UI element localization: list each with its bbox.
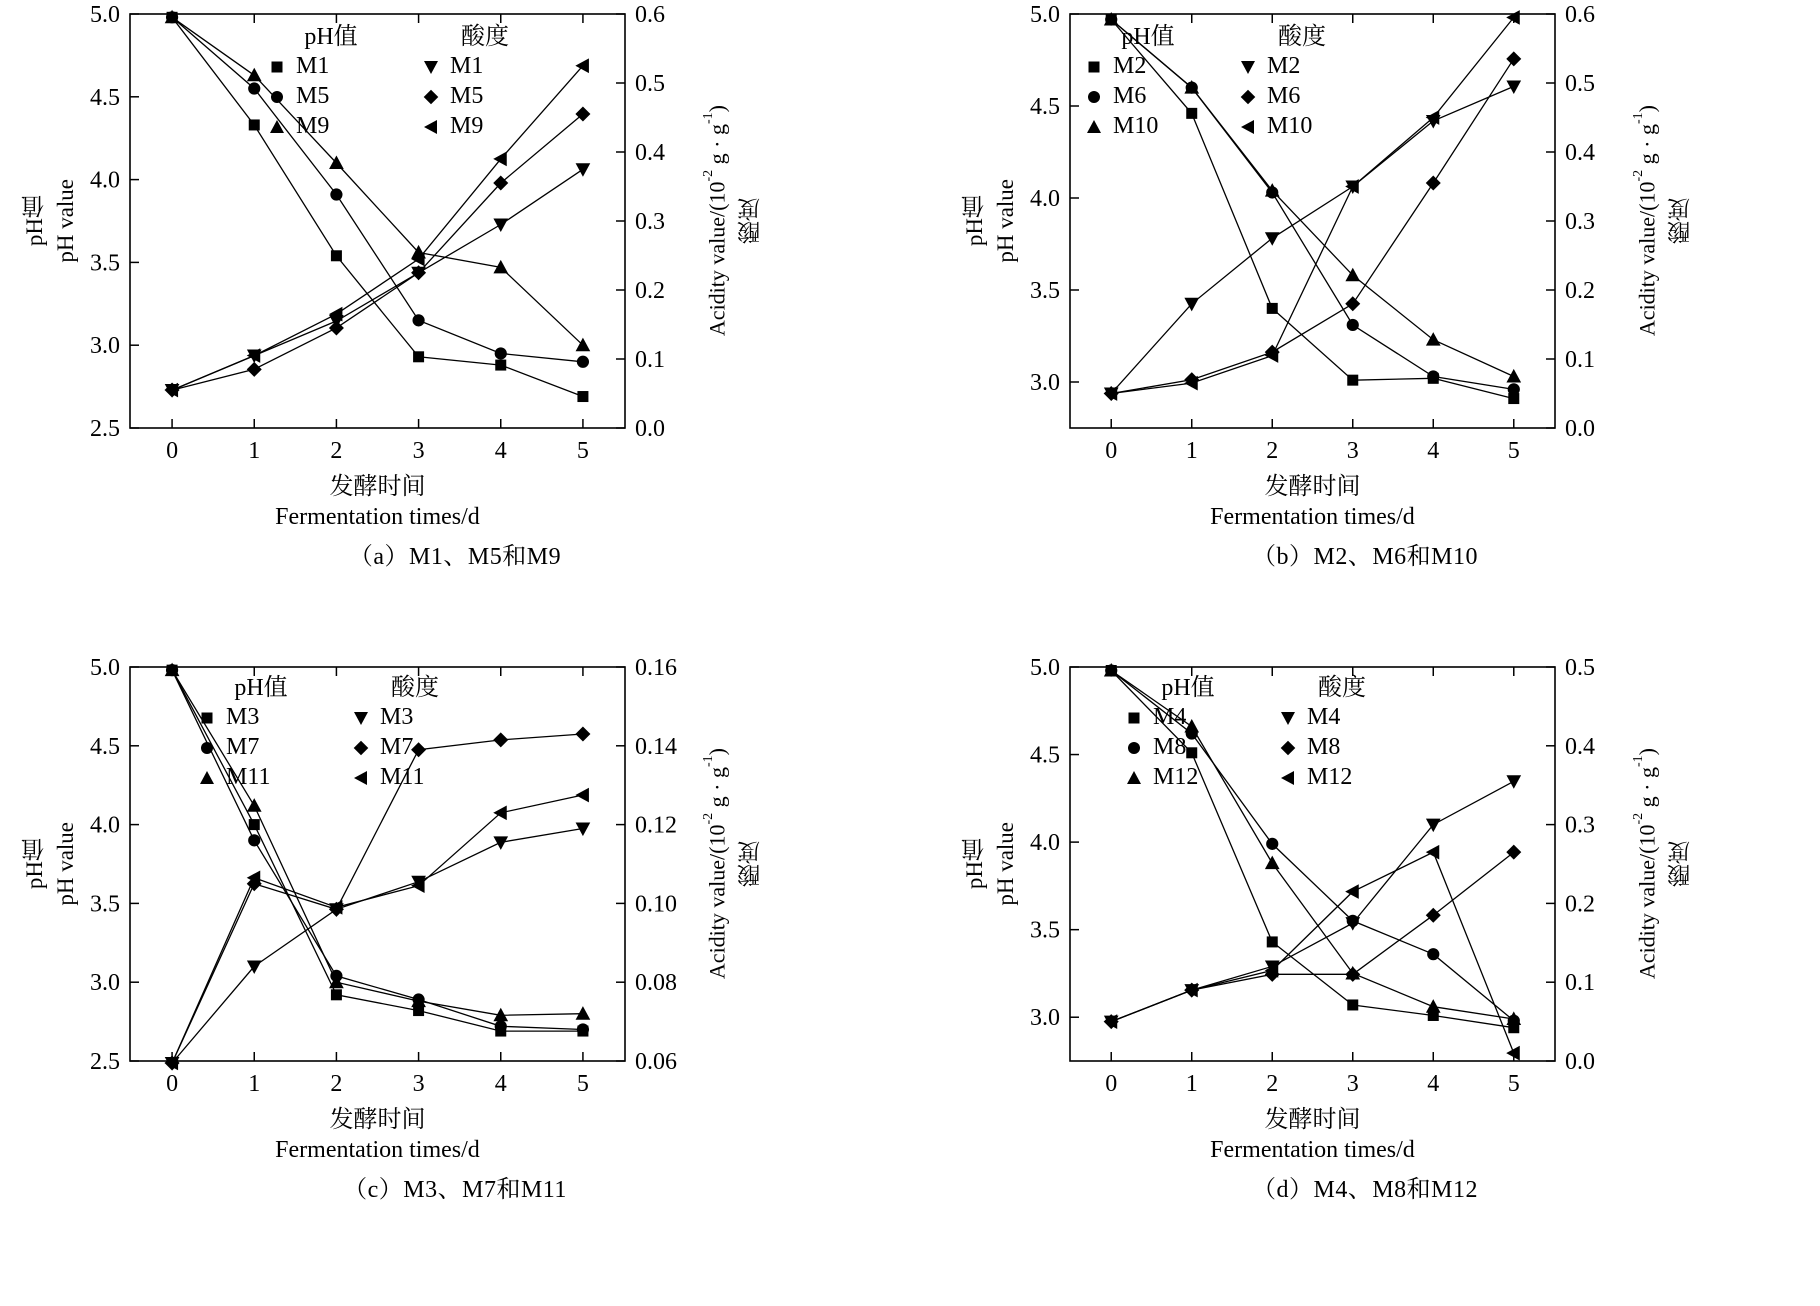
panel-caption: （a）M1、M5和M9 — [348, 544, 562, 570]
svg-text:0.2: 0.2 — [635, 278, 665, 304]
marker-triangle-down-icon — [352, 709, 370, 727]
svg-text:4.0: 4.0 — [90, 812, 120, 839]
svg-text:4.0: 4.0 — [90, 167, 120, 194]
legend-label: M6 — [1113, 83, 1147, 109]
marker-diamond-icon — [422, 88, 440, 106]
legend-label: M3 — [380, 704, 414, 730]
panel-d — [910, 653, 1820, 1306]
svg-text:0.06: 0.06 — [635, 1049, 677, 1075]
svg-text:4: 4 — [1427, 438, 1440, 464]
panel-caption: （d）M4、M8和M12 — [1251, 1177, 1479, 1203]
x-axis-label-en: Fermentation times/d — [1210, 1137, 1415, 1163]
svg-text:0.3: 0.3 — [1565, 209, 1595, 235]
y-axis-right-label-cn: 酸度 — [738, 841, 764, 887]
x-axis-label-cn: 发酵时间 — [329, 1107, 426, 1133]
legend-title-ph: pH值 — [1121, 24, 1175, 50]
svg-text:0.3: 0.3 — [635, 209, 665, 235]
svg-text:5.0: 5.0 — [1030, 655, 1060, 681]
svg-text:4.5: 4.5 — [1030, 94, 1060, 120]
y-axis-right-label-en: Acidity value/($10^{-2}$ $g \cdot g^{-1}$) — [701, 105, 730, 337]
svg-text:3.5: 3.5 — [90, 891, 120, 918]
legend-label: M2 — [1113, 53, 1147, 79]
marker-triangle-up-icon — [198, 769, 216, 787]
y-axis-label-en: pH value — [53, 822, 78, 906]
marker-circle-icon — [1085, 88, 1103, 106]
svg-text:5: 5 — [1507, 438, 1520, 464]
marker-diamond-icon — [1279, 739, 1297, 757]
y-axis-label-cn: pH值 — [962, 838, 987, 890]
legend-item-M9-acidity — [422, 113, 540, 140]
svg-text:0.5: 0.5 — [635, 71, 665, 97]
svg-text:3.0: 3.0 — [1030, 1005, 1060, 1032]
legend-item-M11-ph — [198, 764, 316, 791]
svg-text:4.0: 4.0 — [1030, 186, 1060, 212]
y-axis-right-label-cn: 酸度 — [1668, 841, 1694, 887]
svg-text:0.6: 0.6 — [1565, 2, 1595, 28]
svg-text:0.1: 0.1 — [635, 347, 665, 373]
legend-title-acidity: 酸度 — [391, 675, 439, 701]
legend-title-ph: pH值 — [1161, 675, 1215, 701]
legend-item-M9-ph — [268, 113, 386, 140]
y-axis-label-en: pH value — [993, 822, 1018, 906]
marker-triangle-left-icon — [1239, 118, 1257, 136]
legend-label: M5 — [296, 83, 330, 109]
svg-text:0.0: 0.0 — [635, 416, 665, 442]
legend-label: M4 — [1153, 704, 1187, 730]
svg-text:0.1: 0.1 — [1565, 347, 1595, 373]
svg-text:1: 1 — [248, 1071, 261, 1097]
legend — [1085, 16, 1361, 143]
legend-item-M12-ph — [1125, 764, 1243, 791]
svg-text:0.0: 0.0 — [1565, 1049, 1595, 1075]
svg-text:3: 3 — [1346, 1071, 1359, 1097]
legend-label: M9 — [450, 113, 484, 139]
legend-item-M1-acidity — [422, 53, 540, 80]
panel-caption: （b）M2、M6和M10 — [1251, 544, 1479, 570]
svg-text:0.2: 0.2 — [1565, 278, 1595, 304]
svg-text:0.1: 0.1 — [1565, 970, 1595, 997]
legend-label: M11 — [380, 764, 425, 790]
y-axis-label-cn: pH值 — [962, 195, 987, 247]
marker-triangle-left-icon — [352, 769, 370, 787]
legend-label: M12 — [1307, 764, 1353, 790]
x-axis-label-cn: 发酵时间 — [1264, 1107, 1361, 1133]
marker-triangle-down-icon — [1239, 58, 1257, 76]
svg-text:5: 5 — [576, 1071, 589, 1097]
legend-item-M1-ph — [268, 53, 386, 80]
y-axis-label-cn: pH值 — [22, 195, 47, 247]
legend-title-acidity: 酸度 — [461, 24, 509, 50]
y-axis-right-label-en: Acidity value/($10^{-2}$ $g \cdot g^{-1}$) — [1631, 105, 1660, 337]
y-axis-right-label-cn: 酸度 — [1668, 198, 1694, 244]
legend-item-M3-ph — [198, 704, 316, 731]
svg-text:4.5: 4.5 — [1030, 742, 1060, 769]
svg-text:0.2: 0.2 — [1565, 891, 1595, 918]
svg-text:0.4: 0.4 — [635, 140, 665, 166]
svg-text:0.0: 0.0 — [1565, 416, 1595, 442]
svg-text:0.5: 0.5 — [1565, 71, 1595, 97]
svg-text:0: 0 — [1105, 438, 1118, 464]
y-axis-right-label-en: Acidity value/($10^{-2}$ $g \cdot g^{-1}$) — [1631, 748, 1660, 980]
svg-text:3: 3 — [412, 1071, 425, 1097]
svg-text:1: 1 — [248, 438, 261, 464]
svg-text:0: 0 — [166, 438, 179, 464]
marker-square-icon — [1085, 58, 1103, 76]
legend-label: M8 — [1307, 734, 1341, 760]
y-axis-label-en: pH value — [53, 179, 78, 263]
x-axis-label-en: Fermentation times/d — [275, 1137, 480, 1163]
svg-text:3.0: 3.0 — [90, 970, 120, 997]
svg-text:3.0: 3.0 — [1030, 370, 1060, 396]
legend-item-M8-ph — [1125, 734, 1243, 761]
marker-triangle-up-icon — [268, 118, 286, 136]
marker-circle-icon — [268, 88, 286, 106]
svg-text:0.12: 0.12 — [635, 812, 677, 839]
marker-square-icon — [198, 709, 216, 727]
legend-label: M5 — [450, 83, 484, 109]
svg-text:5.0: 5.0 — [90, 655, 120, 681]
y-axis-right-label-cn: 酸度 — [738, 198, 764, 244]
legend-title-acidity: 酸度 — [1318, 675, 1366, 701]
marker-diamond-icon — [352, 739, 370, 757]
legend — [268, 16, 544, 143]
legend-item-M8-acidity — [1279, 734, 1397, 761]
svg-text:4: 4 — [494, 438, 507, 464]
svg-text:2: 2 — [330, 438, 343, 464]
svg-text:0.4: 0.4 — [1565, 733, 1595, 760]
legend-item-M4-acidity — [1279, 704, 1397, 731]
legend-label: M11 — [226, 764, 271, 790]
legend-item-M2-acidity — [1239, 53, 1357, 80]
svg-text:1: 1 — [1185, 438, 1198, 464]
x-axis-label-en: Fermentation times/d — [275, 504, 480, 530]
legend-label: M4 — [1307, 704, 1341, 730]
legend-label: M7 — [380, 734, 414, 760]
svg-text:5: 5 — [1507, 1071, 1520, 1097]
legend-item-M5-ph — [268, 83, 386, 110]
legend-item-M10-ph — [1085, 113, 1203, 140]
svg-text:3.5: 3.5 — [90, 250, 120, 277]
svg-text:3.5: 3.5 — [1030, 278, 1060, 304]
legend-title-ph: pH值 — [304, 24, 358, 50]
svg-text:4.5: 4.5 — [90, 733, 120, 760]
legend-item-M6-acidity — [1239, 83, 1357, 110]
legend-label: M1 — [450, 53, 484, 79]
legend-label: M12 — [1153, 764, 1199, 790]
svg-text:0.10: 0.10 — [635, 891, 677, 918]
svg-text:3.0: 3.0 — [90, 333, 120, 360]
svg-text:0.6: 0.6 — [635, 2, 665, 28]
svg-text:0: 0 — [1105, 1071, 1118, 1097]
legend-label: M7 — [226, 734, 260, 760]
panel-c — [0, 653, 910, 1306]
legend-label: M9 — [296, 113, 330, 139]
svg-text:0.14: 0.14 — [635, 733, 677, 760]
legend-label: M10 — [1113, 113, 1159, 139]
marker-triangle-left-icon — [422, 118, 440, 136]
legend-item-M2-ph — [1085, 53, 1203, 80]
legend-label: M1 — [296, 53, 330, 79]
svg-text:2: 2 — [330, 1071, 343, 1097]
legend-item-M3-acidity — [352, 704, 470, 731]
svg-text:0.16: 0.16 — [635, 655, 677, 681]
legend-item-M7-acidity — [352, 734, 470, 761]
panel-b — [910, 0, 1820, 653]
legend — [1125, 667, 1401, 794]
marker-triangle-down-icon — [1279, 709, 1297, 727]
marker-triangle-up-icon — [1085, 118, 1103, 136]
svg-text:5.0: 5.0 — [90, 2, 120, 28]
x-axis-label-cn: 发酵时间 — [329, 474, 426, 500]
svg-text:0.3: 0.3 — [1565, 812, 1595, 839]
svg-text:0: 0 — [166, 1071, 179, 1097]
svg-text:0.4: 0.4 — [1565, 140, 1595, 166]
svg-text:4: 4 — [494, 1071, 507, 1097]
legend-label: M8 — [1153, 734, 1187, 760]
y-axis-label-cn: pH值 — [22, 838, 47, 890]
legend-item-M12-acidity — [1279, 764, 1397, 791]
x-axis-label-cn: 发酵时间 — [1264, 474, 1361, 500]
marker-triangle-left-icon — [1279, 769, 1297, 787]
marker-diamond-icon — [1239, 88, 1257, 106]
marker-triangle-up-icon — [1125, 769, 1143, 787]
panel-caption: （c）M3、M7和M11 — [343, 1177, 567, 1203]
marker-circle-icon — [198, 739, 216, 757]
svg-text:0.08: 0.08 — [635, 970, 677, 997]
legend-item-M5-acidity — [422, 83, 540, 110]
panel-a — [0, 0, 910, 653]
legend-title-ph: pH值 — [234, 675, 288, 701]
legend-label: M10 — [1267, 113, 1313, 139]
svg-text:3.5: 3.5 — [1030, 917, 1060, 944]
svg-text:2: 2 — [1266, 1071, 1279, 1097]
svg-text:4.5: 4.5 — [90, 84, 120, 111]
legend-label: M2 — [1267, 53, 1301, 79]
legend-title-acidity: 酸度 — [1278, 24, 1326, 50]
y-axis-right-label-en: Acidity value/($10^{-2}$ $g \cdot g^{-1}$) — [701, 748, 730, 980]
svg-text:2.5: 2.5 — [90, 1049, 120, 1075]
marker-square-icon — [268, 58, 286, 76]
svg-text:2: 2 — [1266, 438, 1279, 464]
legend-label: M3 — [226, 704, 260, 730]
y-axis-label-en: pH value — [993, 179, 1018, 263]
svg-text:3: 3 — [412, 438, 425, 464]
svg-text:4.0: 4.0 — [1030, 830, 1060, 857]
svg-text:2.5: 2.5 — [90, 416, 120, 442]
legend-item-M11-acidity — [352, 764, 470, 791]
legend-item-M7-ph — [198, 734, 316, 761]
marker-triangle-down-icon — [422, 58, 440, 76]
legend-item-M6-ph — [1085, 83, 1203, 110]
svg-text:5: 5 — [576, 438, 589, 464]
legend-item-M4-ph — [1125, 704, 1243, 731]
svg-text:3: 3 — [1346, 438, 1359, 464]
svg-text:0.5: 0.5 — [1565, 655, 1595, 681]
marker-circle-icon — [1125, 739, 1143, 757]
svg-text:5.0: 5.0 — [1030, 2, 1060, 28]
marker-square-icon — [1125, 709, 1143, 727]
legend-item-M10-acidity — [1239, 113, 1357, 140]
svg-text:4: 4 — [1427, 1071, 1440, 1097]
svg-text:1: 1 — [1185, 1071, 1198, 1097]
legend — [198, 667, 474, 794]
legend-label: M6 — [1267, 83, 1301, 109]
x-axis-label-en: Fermentation times/d — [1210, 504, 1415, 530]
